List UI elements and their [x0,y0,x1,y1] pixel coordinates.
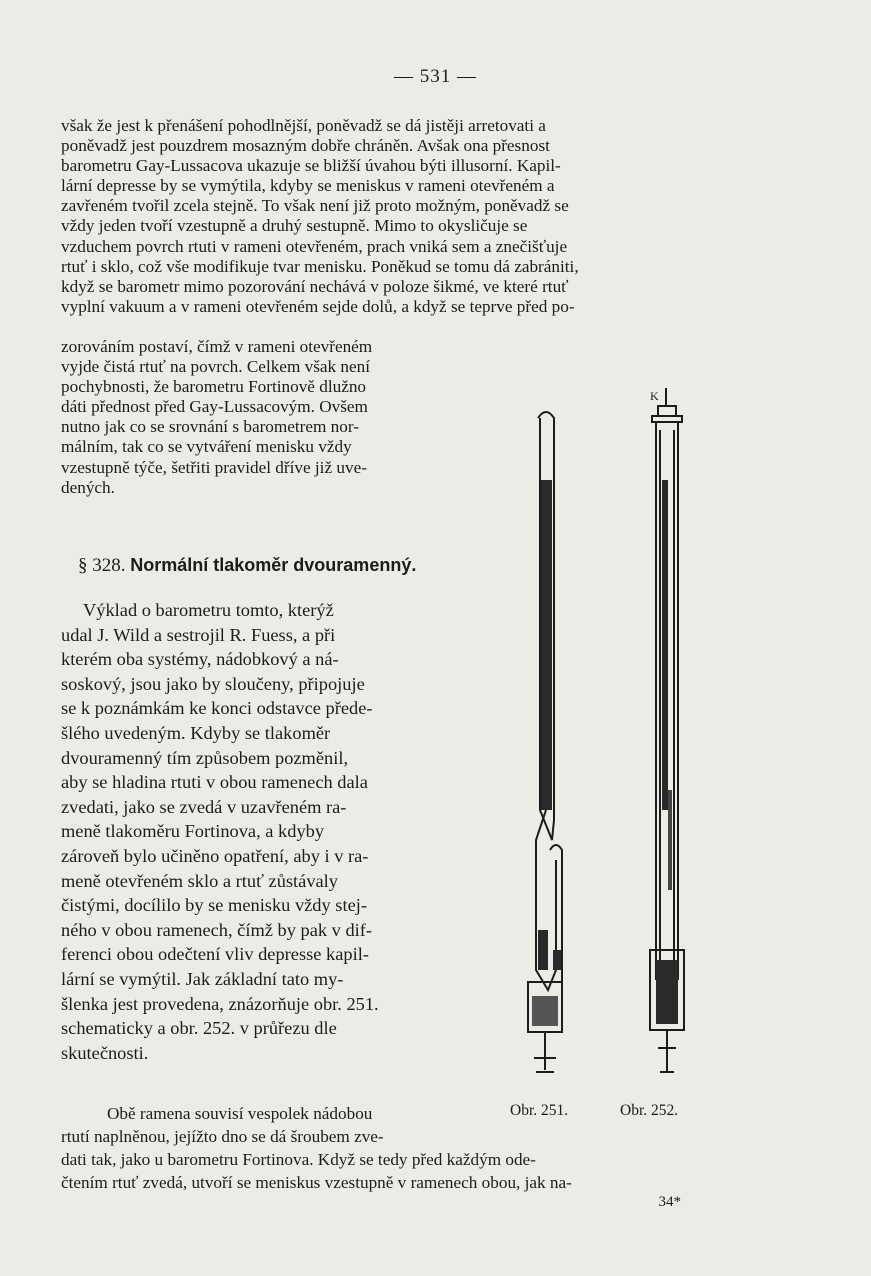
text-line: zavřeném tvořil zcela stejně. To však není již proto možným, poněvadž se [61,196,569,216]
text-line: zorováním postaví, čímž v rameni otevřeném [61,337,373,356]
closing-paragraph [61,1102,709,1194]
text-line: šlenka jest provedena, znázorňuje obr. 251. [61,993,379,1014]
text-line: ferenci obou odečtení vliv depresse kapil- [61,944,369,965]
section-heading [78,555,498,577]
figure-252-drawing [650,388,684,1072]
text-line: se k poznámkám ke konci odstavce přede- [61,698,373,719]
section-number: § 328. [78,555,126,576]
text-line: meně tlakoměru Fortinova, a kdyby [61,821,325,842]
text-line: schematicky a obr. 252. v průřezu dle [61,1018,337,1039]
text-line: Obě ramena souvisí vespolek nádobou [107,1104,373,1123]
text-line: rtutí naplněnou, jejížto dno se dá šroubem zve- [61,1127,384,1146]
text-line: dvouramenný tím způsobem pozměnil, [61,747,349,768]
text-line: zároveň bylo učiněno opatření, aby i v ra- [61,845,369,866]
text-line: málním, tak co se vytváření menisku vždy [61,437,352,457]
text-line: skutečnosti. [61,1042,149,1063]
text-line: soskový, jsou jako by sloučeny, připojuje [61,673,365,694]
page-number: — 531 — [394,66,477,87]
intro-paragraph-narrow [61,337,477,498]
text-line: vyjde čistá rtuť na povrch. Celkem však není [61,357,370,377]
text-line: meně otevřeném sklo a rtuť zůstávaly [61,870,338,891]
figure-252-caption: Obr. 252. [620,1102,679,1119]
text-line: dáti přednost před Gay-Lussacovým. Ovšem [61,397,368,417]
text-line: však že jest k přenášení pohodlnější, poněvadž se dá jistěji arretovati a [61,116,546,135]
section-title: Normální tlakoměr dvouramenný. [130,555,417,575]
text-line: nutno jak co se srovnání s barometrem nor- [61,417,359,437]
text-line: kterém oba systémy, nádobkový a ná- [61,649,339,670]
text-line: vzestupně týče, šetřiti pravidel dříve již uve- [61,457,367,477]
text-line: vzduchem povrch rtuti v rameni otevřeném, prach vniká sem a znečišťuje [61,236,568,256]
text-line: poněvadž jest pouzdrem mosazným dobře chráněn. Avšak ona přesnost [61,136,550,156]
printer-signature: 34* [658,1194,681,1210]
text-line: vždy jeden tvoří vzestupně a druhý sestupně. Mimo to okysličuje se [61,216,528,236]
text-line: barometru Gay-Lussacova ukazuje se bližší úvahou býti illusorní. Kapil- [61,156,561,176]
barometer-figures [500,370,720,1090]
text-line: lární se vymýtil. Jak základní tato my- [61,968,344,989]
text-line: čistými, docílilo by se menisku vždy stej- [61,895,367,916]
text-line: dati tak, jako u barometru Fortinova. Když se tedy před každým ode- [61,1150,536,1169]
intro-paragraph [61,116,701,317]
figure-251-drawing [528,412,562,1072]
main-paragraph [61,598,470,1065]
text-line: rtuť i sklo, což vše modifikuje tvar menisku. Poněkud se tomu dá zabrániti, [61,256,579,276]
text-line: udal J. Wild a sestrojil R. Fuess, a při [61,624,336,645]
text-line: aby se hladina rtuti v obou ramenech dala [61,772,368,793]
text-line: čtením rtuť zvedá, utvoří se meniskus vzestupně v ramenech obou, jak na- [61,1173,572,1192]
figure-251-caption: Obr. 251. [510,1102,569,1119]
figure-252-label: K [650,389,659,403]
text-line: zvedati, jako se zvedá v uzavřeném ra- [61,796,347,817]
text-line: Výklad o barometru tomto, kterýž [83,600,334,620]
text-line: dených. [61,477,115,497]
text-line: lární depresse by se vymýtila, kdyby se meniskus v rameni otevřeném a [61,176,555,196]
text-line: vyplní vakuum a v rameni otevřeném sejde dolů, a když se teprve před po- [61,296,575,316]
text-line: pochybnosti, že barometru Fortinově dlužno [61,377,367,397]
text-line: když se barometr mimo pozorování nechává v poloze šikmé, ve které rtuť [61,276,569,296]
text-line: šlého uvedeným. Kdyby se tlakoměr [61,722,331,743]
text-line: ného v obou ramenech, čímž by pak v dif- [61,919,373,940]
